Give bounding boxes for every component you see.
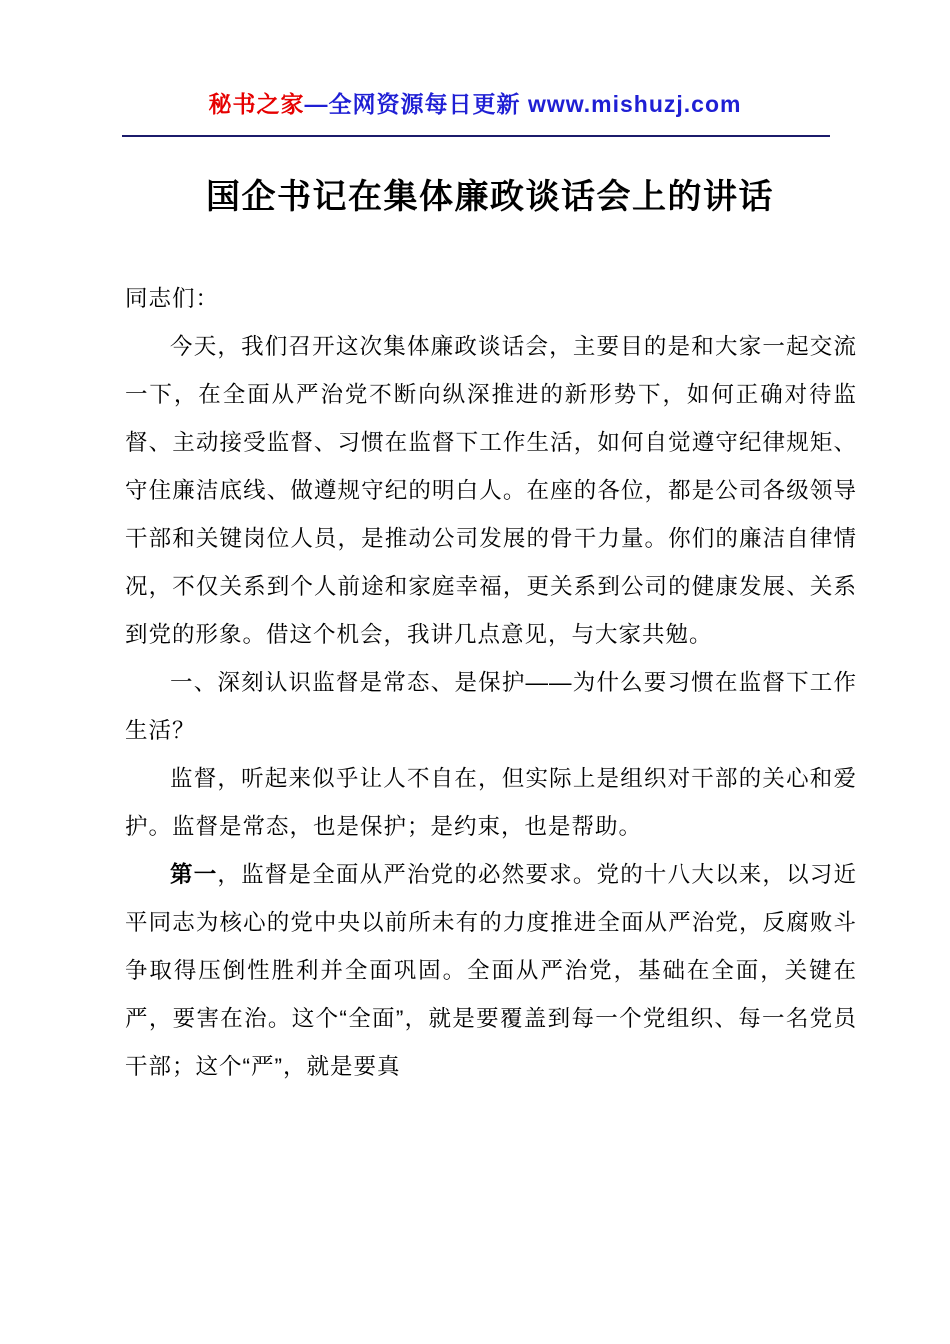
document-body <box>125 275 857 1091</box>
document-title: 国企书记在集体廉政谈话会上的讲话 <box>206 178 774 216</box>
section-heading-1: 一、深刻认识监督是常态、是保护——为什么要习惯在监督下工作生活？ <box>125 670 857 743</box>
salutation: 同志们： <box>125 286 220 311</box>
site-url-link[interactable]: www.mishuzj.com <box>527 91 742 117</box>
body-paragraph-1: 今天，我们召开这次集体廉政谈话会，主要目的是和大家一起交流一下，在全面从严治党不断向纵深推进的新形势下，如何正确对待监督、主动接受监督、习惯在监督下工作生活，如何自觉遵守纪律规矩、守住廉洁底线、做遵规守纪的明白人。在座的各位，都是公司各级领导干部和关键岗位人员，是推动公司发展的骨干力量。你们的廉洁自律情况，不仅关系到个人前途和家庭幸福，更关系到公司的健康发展、关系到党的形象。借这个机会，我讲几点意见，与大家共勉。 <box>125 334 857 647</box>
body-paragraph-2: 监督，听起来似乎让人不自在，但实际上是组织对干部的关心和爱护。监督是常态，也是保护；是约束，也是帮助。 <box>125 766 857 839</box>
site-header <box>0 0 950 119</box>
paragraph-lead-bold: 第一 <box>170 862 218 887</box>
body-paragraph-3 <box>125 851 857 1091</box>
header-divider <box>122 135 830 137</box>
site-tagline: —全网资源每日更新 <box>304 91 528 117</box>
site-name: 秘书之家 <box>208 91 305 117</box>
paragraph-rest: ，监督是全面从严治党的必然要求。党的十八大以来，以习近平同志为核心的党中央以前所未有的力度推进全面从严治党，反腐败斗争取得压倒性胜利并全面巩固。全面从严治党，基础在全面，关键在严，要害在治。这个“全面”，就是要覆盖到每一个党组织、每一名党员干部；这个“严”，就是要真 <box>125 862 857 1079</box>
